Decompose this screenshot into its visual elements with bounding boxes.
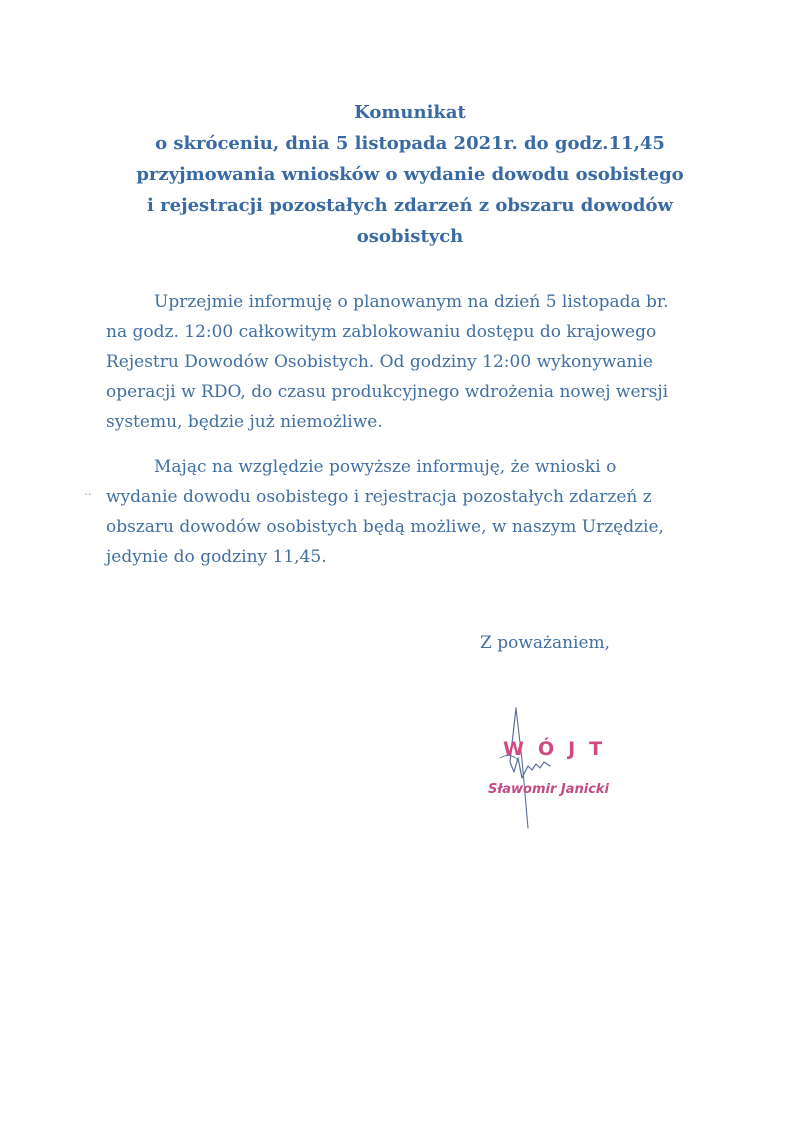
paragraph-line: jedynie do godziny 11,45. <box>106 547 327 567</box>
title-line: osobistych <box>356 226 464 247</box>
announcement-title <box>100 97 720 252</box>
title-line: o skróceniu, dnia 5 listopada 2021r. do godz.11,45 <box>155 133 665 154</box>
paragraph-line: na godz. 12:00 całkowitym zablokowaniu dostępu do krajowego <box>106 322 657 342</box>
paragraph-line: wydanie dowodu osobistego i rejestracja pozostałych zdarzeń z <box>106 487 652 507</box>
title-heading: Komunikat <box>354 102 466 123</box>
body-paragraph-2 <box>106 452 706 572</box>
paragraph-line: obszaru dowodów osobistych będą możliwe, w naszym Urzędzie, <box>106 517 664 537</box>
paragraph-line: Mając na względzie powyższe informuję, że wnioski o <box>154 457 617 477</box>
stamp-name: Sławomir Janicki <box>488 782 610 797</box>
paragraph-line: systemu, będzie już niemożliwe. <box>106 412 383 432</box>
paragraph-line: Rejestru Dowodów Osobistych. Od godziny 12:00 wykonywanie <box>106 352 653 372</box>
signature-stamp <box>470 700 650 840</box>
paragraph-line: Uprzejmie informuję o planowanym na dzień 5 listopada br. <box>154 292 669 312</box>
paragraph-line: operacji w RDO, do czasu produkcyjnego wdrożenia nowej wersji <box>106 382 669 402</box>
title-line: i rejestracji pozostałych zdarzeń z obszaru dowodów <box>147 195 673 216</box>
stamp-title: WÓJT <box>503 738 617 760</box>
title-line: przyjmowania wniosków o wydanie dowodu osobistego <box>136 164 684 185</box>
margin-mark: .. <box>84 484 92 498</box>
handwritten-signature <box>470 700 650 840</box>
body-paragraph-1 <box>106 287 706 437</box>
closing-salutation: Z poważaniem, <box>480 633 611 653</box>
